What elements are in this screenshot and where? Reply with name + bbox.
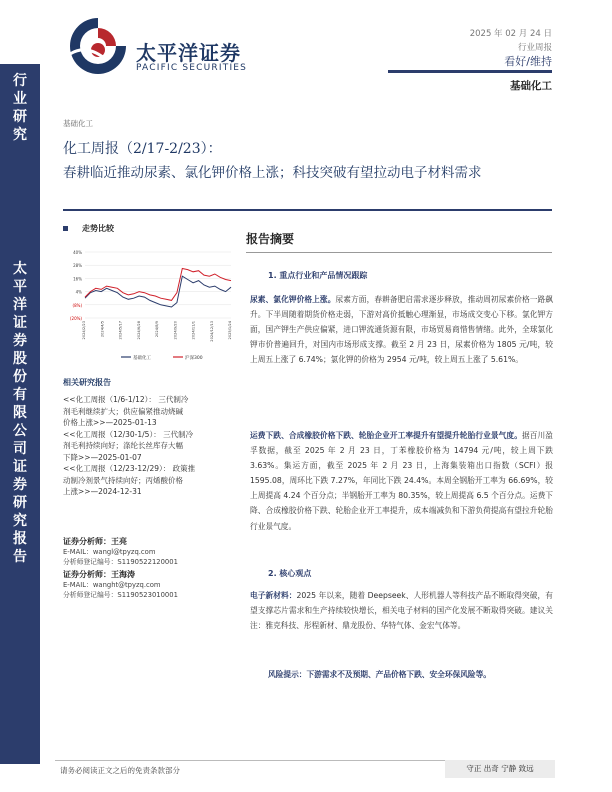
chart-legend-label: 基础化工 [133,356,151,361]
section-heading-2: 2. 核心观点 [268,569,312,578]
chart-y-tick-label: (8%) [72,302,82,308]
related-report-item[interactable]: <<化工周报（12/30-1/5）： 三代制冷 剂毛利持续向好；涤纶长丝库存大幅 下降>>—2025-01-07 [63,429,194,462]
chart-x-tick-label: 2024/2/23 [82,321,86,340]
summary-divider [246,252,552,253]
analyst-name: 证券分析师：王海涛 [63,570,135,579]
footer-motto: 守正 出奇 宁静 致远 [445,760,555,778]
page-subtitle: 春耕临近推动尿素、氯化钾价格上涨；科技突破有望拉动电子材料需求 [63,165,482,181]
chart-x-tick-label: 2024/4/5 [100,321,105,338]
trend-chart-heading: 走势比较 [63,223,114,234]
chart-x-tick-label: 2024/9/20 [173,321,178,340]
related-report-item[interactable]: <<化工周报（12/23-12/29）： 政策推 动制冷剂景气持续向好；丙烯酸价格 上涨>>—2024-12-31 [63,464,196,496]
related-report-item[interactable]: <<化工周报（1/6-1/12）： 三代制冷 剂毛利继续扩大；供应偏紧推动烧碱 价格上涨>>—2025-01-13 [63,395,189,427]
paragraph-tire: 运费下跌、合成橡胶价格下跌、轮胎企业开工率提升有望提升轮胎行业景气度。据百川盈孚数据，截至 2025 年 2 月 23 日，丁苯橡胶价格为 14794 元/吨，较上周下跌 3.63%。集运方面，截至 2025 年 2 月 23 日，上海集装箱出口指数（SCFI）报 1595.08，周环比下跌 7.27%，年同比下跌 24.4%。本周全钢胎开工率为 66.69%，较上周提高 4.24 个百分点；半钢胎开工率为 80.35%，较上周提高 6.5 个百分点。运费下降、合成橡胶价格下跌、轮胎企业开工率提升，成本端减负和下游负荷提高有望拉升轮胎行业景气度。 [250,431,553,531]
chart-y-tick-label: 40% [73,250,82,255]
rating-divider [388,70,552,73]
chart-x-tick-label: 2024/12/13 [209,321,214,342]
analyst-block [63,536,243,600]
risk-warning: 风险提示：下游需求不及预期、产品价格下跌、安全环保风险等。 [268,670,491,679]
paragraph-urea-potash: 尿素、氯化钾价格上涨。尿素方面，春耕备肥启需求逐步释放，推动周初尿素价格一路飙升。下半周随着期货价格走弱，下游对高价抵触心理渐显，市场成交变心下移。氯化钾方面，国产钾生产供应偏紧，进口钾流通货源有限，市场贸易商惜售情绪。此外，全球氯化钾市价普遍回升，对国内市场形成支撑。截至 2 月 23 日，尿素价格为 1805 元/吨，较上周五上涨了 6.74%；氯化钾的价格为 2954 元/吨，较上周五上涨了 5.61%。 [250,295,553,365]
chart-legend-label: 沪深300 [185,356,203,361]
summary-title: 报告摘要 [246,232,295,246]
analyst-email[interactable]: E-MAIL：wangl@tpyzq.com [63,548,156,556]
analyst-email[interactable]: E-MAIL：wanght@tpyzq.com [63,581,161,589]
report-date: 2025 年 02 月 24 日 [469,29,552,39]
chart-x-tick-label: 2024/8/9 [155,321,159,338]
chart-y-tick-label: 28% [73,263,82,269]
chart-series-line [85,269,231,301]
section-heading-1: 1. 重点行业和产品情况跟踪 [268,271,368,280]
analyst-cert: 分析师登记编号：S1190522120001 [63,558,178,566]
chart-x-tick-label: 2024/6/28 [136,321,141,340]
footer-disclaimer: 请务必阅读正文之后的免责条款部分 [60,766,180,775]
related-reports-heading: 相关研究报告 [63,378,111,387]
industry-name: 基础化工 [510,80,552,92]
sidebar-category-label: 行 业 研 究 [13,73,27,143]
title-divider [63,209,552,211]
report-type: 行业周报 [517,43,552,53]
analyst-cert: 分析师登记编号：S1190523010001 [63,591,178,599]
breadcrumb: 基础化工 [63,119,93,128]
chart-x-tick-label: 2024/11/1 [191,321,196,340]
paragraph-electronic-materials: 电子新材料：2025 年以来，随着 Deepseek、人形机器人等科技产品不断取得突破，有望支撑芯片需求和生产持续较快增长，相关电子材料的国产化发展不断取得突破。建议关注：雅克科技、彤程新材、鼎龙股份、华特气体、金宏气体等。 [250,591,553,631]
industry-rating: 看好/维持 [504,55,552,68]
chart-y-tick-label: 16% [73,276,82,282]
left-sidebar [0,64,40,764]
analyst-name: 证券分析师：王亮 [63,537,127,546]
logo-english-name: PACIFIC SECURITIES [136,63,248,73]
related-reports-list [63,394,238,498]
chart-y-tick-label: 4% [75,289,82,295]
chart-x-tick-label: 2024/5/17 [118,321,123,340]
sidebar-company-label: 太 平 洋 证 券 股 份 有 限 公 司 证 券 研 究 报 告 [13,261,27,565]
pacific-securities-logo-icon [66,14,130,78]
page-title: 化工周报（2/17-2/23）： [63,141,222,157]
chart-x-tick-label: 2025/1/24 [228,321,232,340]
logo-chinese-name: 太平洋证券 [136,41,241,65]
trend-line-chart [63,246,239,366]
chart-y-tick-label: (20%) [69,316,82,321]
